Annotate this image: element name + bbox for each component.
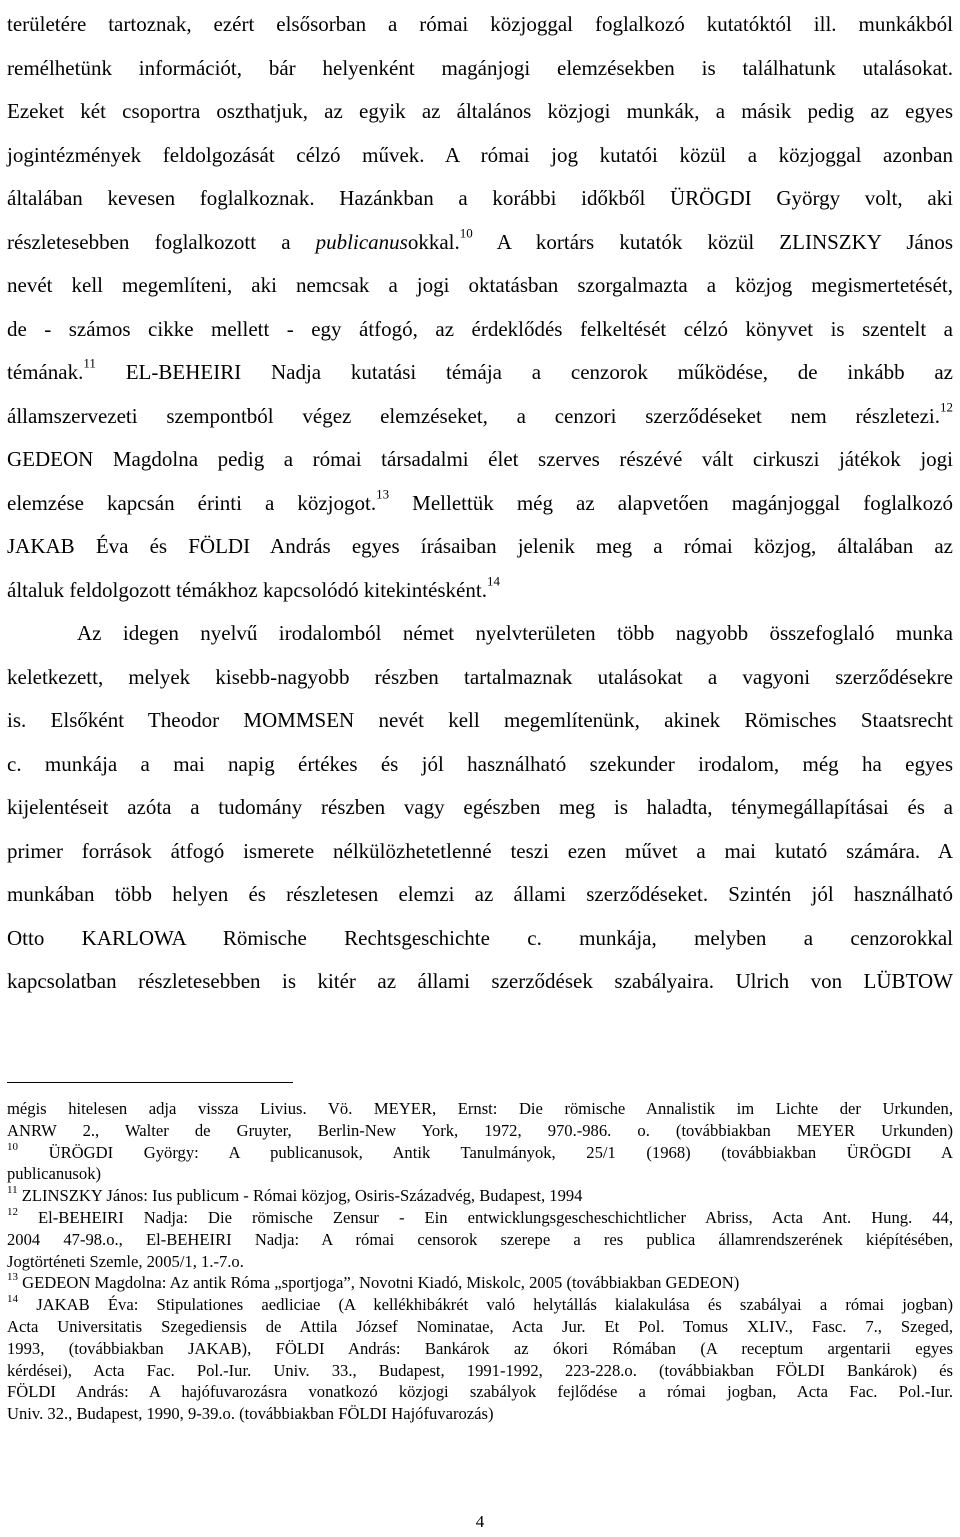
footnote-line: 1993, (továbbiakban JAKAB), FÖLDI András: Bankárok az ókori Rómában (A receptum argentarii egyes — [7, 1338, 953, 1358]
footnotes — [7, 1098, 953, 1425]
body-line: Otto KARLOWA Römische Rechtsgeschichte c. munkája, melyben a cenzorokkal — [7, 925, 953, 950]
footnote-ref[interactable]: 11 — [83, 355, 96, 371]
text-run: ÜRÖGDI György: A publicanusok, Antik Tanulmányok, 25/1 (1968) (továbbiakban ÜRÖGDI A — [48, 1142, 953, 1162]
text-run: részletesebben foglalkozott a — [7, 229, 316, 254]
footnote-ref[interactable]: 12 — [940, 398, 953, 414]
text-run: témának. — [7, 360, 84, 384]
footnote-number: 13 — [7, 1271, 18, 1284]
text-run: elemzése kapcsán érinti a közjogot. — [7, 490, 377, 515]
text-run: A kortárs kutatók közül ZLINSZKY János — [496, 229, 953, 254]
text-run: államszervezeti szempontból végez elemzéseket, a cenzori szerződéseket nem részletezi. — [7, 403, 940, 428]
body-line: is. Elsőként Theodor MOMMSEN nevét kell megemlítenünk, akinek Römisches Staatsrecht — [7, 708, 953, 732]
body-line: primer források átfogó ismerete nélkülözhetetlenné teszi ezen művet a mai kutató számára. A — [7, 838, 953, 863]
body-line: JAKAB Éva és FÖLDI András egyes írásaiban jelenik meg a római közjog, általában az — [7, 534, 953, 558]
body-line: területére tartoznak, ezért elsősorban a római közjoggal foglalkozó kutatóktól ill. munkákból — [7, 12, 953, 36]
body-line: Az idegen nyelvű irodalomból német nyelvterületen több nagyobb összefoglaló munka — [77, 621, 953, 645]
footnote-divider — [7, 1082, 293, 1083]
footnote-number: 12 — [7, 1205, 18, 1218]
footnote-line: Univ. 32., Budapest, 1990, 9-39.o. (továbbiakban FÖLDI Hajófuvarozás) — [7, 1404, 494, 1424]
body-line: kijelentéseit azóta a tudomány részben vagy egészben meg is haladta, ténymegállapításai és a — [7, 795, 953, 819]
footnote-line: publicanusok) — [7, 1164, 102, 1184]
footnote-line — [7, 1142, 953, 1164]
page-number: 4 — [475, 1512, 485, 1531]
footnote-line: FÖLDI András: A hajófuvarozásra vonatkozó közjogi szabályok fejlődése a római jogban, Acta Fac. Pol.-Iur. — [7, 1382, 953, 1402]
text-run: EL-BEHEIRI Nadja kutatási témája a cenzorok működése, de inkább az — [125, 360, 954, 384]
footnote-line — [7, 1294, 953, 1316]
footnote-line — [7, 1185, 953, 1207]
body-line — [7, 221, 953, 265]
body-text — [7, 0, 953, 1004]
italic-term: publicanus — [315, 229, 408, 254]
footnote-line: 2004 47-98.o., El-BEHEIRI Nadja: A római censorok szerepe a res publica államrendszerének kiépítésében, — [7, 1229, 953, 1249]
body-line: c. munkája a mai napig értékes és jól használható szekunder irodalom, még ha egyes — [7, 751, 953, 776]
text-run: általuk feldolgozott témákhoz kapcsolódó kitekintésként. — [7, 577, 487, 602]
text-run: Mellettük még az alapvetően magánjoggal foglalkozó — [412, 490, 954, 515]
footnote-line: ANRW 2., Walter de Gruyter, Berlin-New York, 1972, 970.-986. o. (továbbiakban MEYER Urkunden) — [7, 1120, 953, 1140]
footnote-line: Acta Universitatis Szegediensis de Attila József Nominatae, Acta Jur. Et Pol. Tomus XLIV., Fasc. 7., Szeged, — [7, 1316, 953, 1336]
body-line: keletkezett, melyek kisebb-nagyobb részben tartalmaznak utalásokat a vagyoni szerződésekre — [7, 664, 953, 689]
footnote-ref[interactable]: 13 — [376, 485, 390, 501]
body-line: de - számos cikke mellett - egy átfogó, az érdeklődés felkeltését célzó könyvet is szentelt a — [7, 316, 953, 341]
body-line: munkában több helyen és részletesen elemzi az állami szerződéseket. Szintén jól használható — [7, 882, 953, 906]
footnote-line — [7, 1207, 953, 1229]
footnote-number: 10 — [7, 1140, 18, 1153]
body-line: GEDEON Magdolna pedig a római társadalmi élet szerves részévé vált cirkuszi játékok jogi — [7, 447, 953, 471]
body-line: általában kevesen foglalkoznak. Hazánkban a korábbi időkből ÜRÖGDI György volt, aki — [7, 186, 953, 210]
text-run: okkal. — [407, 229, 460, 254]
body-line: Ezeket két csoportra oszthatjuk, az egyik az általános közjogi munkák, a másik pedig az egyes — [7, 99, 953, 123]
footnote-line: kérdései), Acta Fac. Pol.-Iur. Univ. 33., Budapest, 1991-1992, 223-228.o. (továbbiakban FÖLDI Bankárok) és — [7, 1360, 953, 1380]
text-run: El-BEHEIRI Nadja: Die römische Zensur - Ein entwicklungsgescheschichtlicher Abriss, Acta Ant. Hung. 44, — [38, 1207, 953, 1227]
body-line: jogintézmények feldolgozását célzó művek. A római jog kutatói közül a közjoggal azonban — [7, 142, 953, 167]
text-run: ZLINSZKY János: Ius publicum - Római közjog, Osiris-Századvég, Budapest, 1994 — [21, 1186, 583, 1206]
body-line: remélhetünk információt, bár helyenként magánjogi elemzésekben is találhatunk utalásokat. — [7, 55, 953, 80]
body-line: kapcsolatban részletesebben is kitér az állami szerződések szabályaira. Ulrich von LÜBTOW — [7, 969, 953, 993]
body-line — [7, 351, 953, 395]
body-line — [7, 482, 953, 526]
text-run: GEDEON Magdolna: Az antik Róma „sportjoga”, Novotni Kiadó, Miskolc, 2005 (továbbiakban GEDEON) — [22, 1273, 740, 1293]
footnote-line: Jogtörténeti Szemle, 2005/1, 1.-7.o. — [7, 1251, 244, 1271]
text-run: JAKAB Éva: Stipulationes aedliciae (A kellékhibákrét való helytállás kialakulása és szabályai a római jogban) — [36, 1295, 953, 1315]
footnote-ref[interactable]: 10 — [459, 224, 473, 240]
body-line — [7, 569, 953, 613]
body-line — [7, 395, 953, 439]
body-line: nevét kell megemlíteni, aki nemcsak a jogi oktatásban szorgalmazta a közjog megismertetését, — [7, 273, 953, 297]
footnote-line: mégis hitelesen adja vissza Livius. Vö. MEYER, Ernst: Die römische Annalistik im Lichte der Urkunden, — [7, 1099, 953, 1118]
footnote-number: 14 — [7, 1292, 18, 1305]
footnote-line — [7, 1272, 953, 1294]
footnote-ref[interactable]: 14 — [486, 572, 500, 588]
footnote-number: 11 — [7, 1183, 18, 1196]
